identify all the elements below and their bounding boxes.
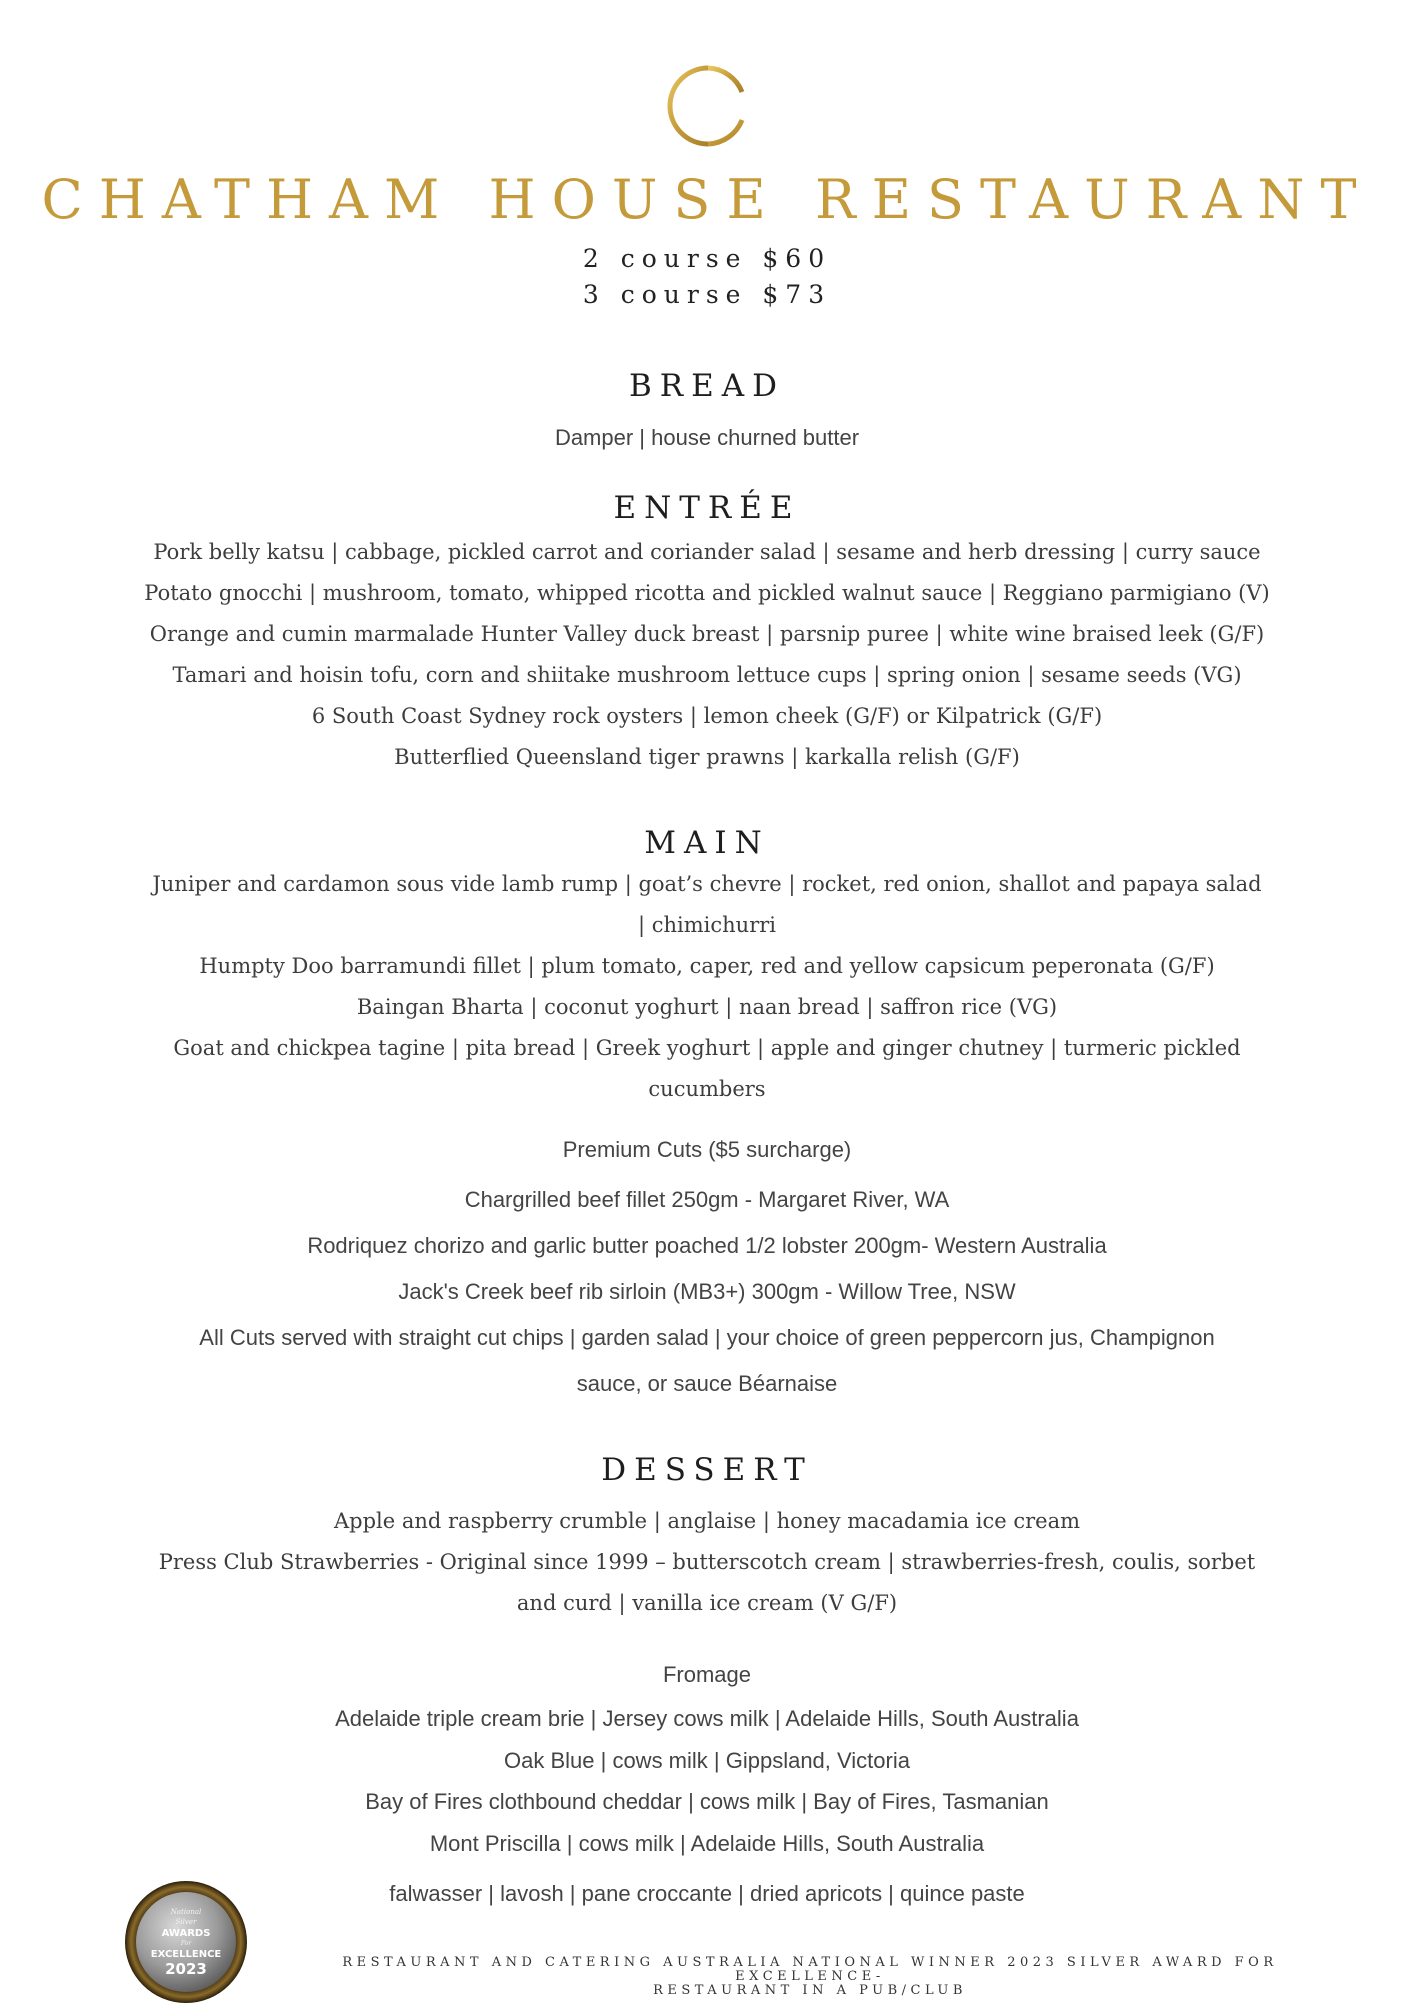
footer-line2: RESTAURANT IN A PUB/CLUB (653, 1983, 967, 1998)
award-medal-icon (124, 1880, 248, 2004)
section-title-main: MAIN (644, 825, 770, 861)
badge-line2: Silver (175, 1918, 197, 1926)
badge-line6: 2023 (165, 1960, 207, 1978)
entree-item: Butterflied Queensland tiger prawns | karkalla relish (G/F) (394, 745, 1020, 769)
bread-item: Damper | house churned butter (554, 425, 860, 450)
main-item-line: Juniper and cardamon sous vide lamb rump | goat’s chevre | rocket, red onion, shallot and papaya salad (152, 872, 1262, 896)
main-item-line: | chimichurri (638, 913, 776, 937)
price-two-course: 2 course $60 (582, 244, 832, 273)
main-item-line: Goat and chickpea tagine | pita bread | Greek yoghurt | apple and ginger chutney | turmeric pickled (173, 1036, 1241, 1060)
footer-line1: RESTAURANT AND CATERING AUSTRALIA NATIONAL WINNER 2023 SILVER AWARD FOR EXCELLENCE- (342, 1955, 1278, 1984)
fromage-title: Fromage (662, 1662, 752, 1687)
fromage-line: falwasser | lavosh | pane croccante | dried apricots | quince paste (389, 1881, 1025, 1906)
main-item-line: Humpty Doo barramundi fillet | plum tomato, caper, red and yellow capsicum peperonata (G/F) (199, 954, 1215, 978)
ch-monogram-logo-icon (664, 62, 752, 150)
premium-cut-line: All Cuts served with straight cut chips | garden salad | your choice of green peppercorn jus, Champignon (199, 1325, 1215, 1350)
main-item-line: Baingan Bharta | coconut yoghurt | naan bread | saffron rice (VG) (356, 995, 1058, 1019)
section-title-entree: ENTRÉE (613, 490, 801, 526)
dessert-item-line: Apple and raspberry crumble | anglaise | honey macadamia ice cream (333, 1509, 1081, 1533)
section-title-bread: BREAD (629, 368, 785, 404)
fromage-line: Bay of Fires clothbound cheddar | cows milk | Bay of Fires, Tasmanian (365, 1789, 1049, 1814)
badge-line4: For (180, 1940, 192, 1947)
main-item-line: cucumbers (648, 1077, 766, 1101)
premium-cut-line: Rodriquez chorizo and garlic butter poached 1/2 lobster 200gm- Western Australia (307, 1233, 1107, 1258)
entree-item: Orange and cumin marmalade Hunter Valley duck breast | parsnip puree | white wine braised leek (G/F) (149, 622, 1265, 646)
section-title-dessert: DESSERT (601, 1452, 813, 1488)
award-footer (270, 1956, 1350, 1998)
entree-item: Pork belly katsu | cabbage, pickled carrot and coriander salad | sesame and herb dressing | curry sauce (153, 540, 1261, 564)
entree-item: Potato gnocchi | mushroom, tomato, whipped ricotta and pickled walnut sauce | Reggiano parmigiano (V) (144, 581, 1270, 605)
entree-item: Tamari and hoisin tofu, corn and shiitake mushroom lettuce cups | spring onion | sesame seeds (VG) (172, 663, 1242, 687)
premium-cut-line: Chargrilled beef fillet 250gm - Margaret River, WA (464, 1187, 950, 1212)
dessert-item-line: and curd | vanilla ice cream (V G/F) (516, 1591, 898, 1615)
premium-cuts-title: Premium Cuts ($5 surcharge) (562, 1137, 852, 1162)
dessert-item-line: Press Club Strawberries - Original since 1999 – butterscotch cream | strawberries-fresh, coulis, sorbet (158, 1550, 1256, 1574)
badge-line1: National (170, 1908, 202, 1916)
badge-line3: AWARDS (161, 1928, 211, 1939)
restaurant-title: CHATHAM HOUSE RESTAURANT (41, 168, 1373, 231)
fromage-line: Adelaide triple cream brie | Jersey cows milk | Adelaide Hills, South Australia (335, 1706, 1079, 1731)
price-three-course: 3 course $73 (582, 280, 832, 309)
fromage-line: Oak Blue | cows milk | Gippsland, Victoria (504, 1748, 910, 1773)
fromage-line: Mont Priscilla | cows milk | Adelaide Hills, South Australia (429, 1831, 985, 1856)
entree-item: 6 South Coast Sydney rock oysters | lemon cheek (G/F) or Kilpatrick (G/F) (311, 704, 1103, 728)
premium-cut-line: Jack's Creek beef rib sirloin (MB3+) 300gm - Willow Tree, NSW (398, 1279, 1016, 1304)
badge-line5: EXCELLENCE (150, 1949, 222, 1960)
premium-cut-line: sauce, or sauce Béarnaise (576, 1371, 838, 1396)
